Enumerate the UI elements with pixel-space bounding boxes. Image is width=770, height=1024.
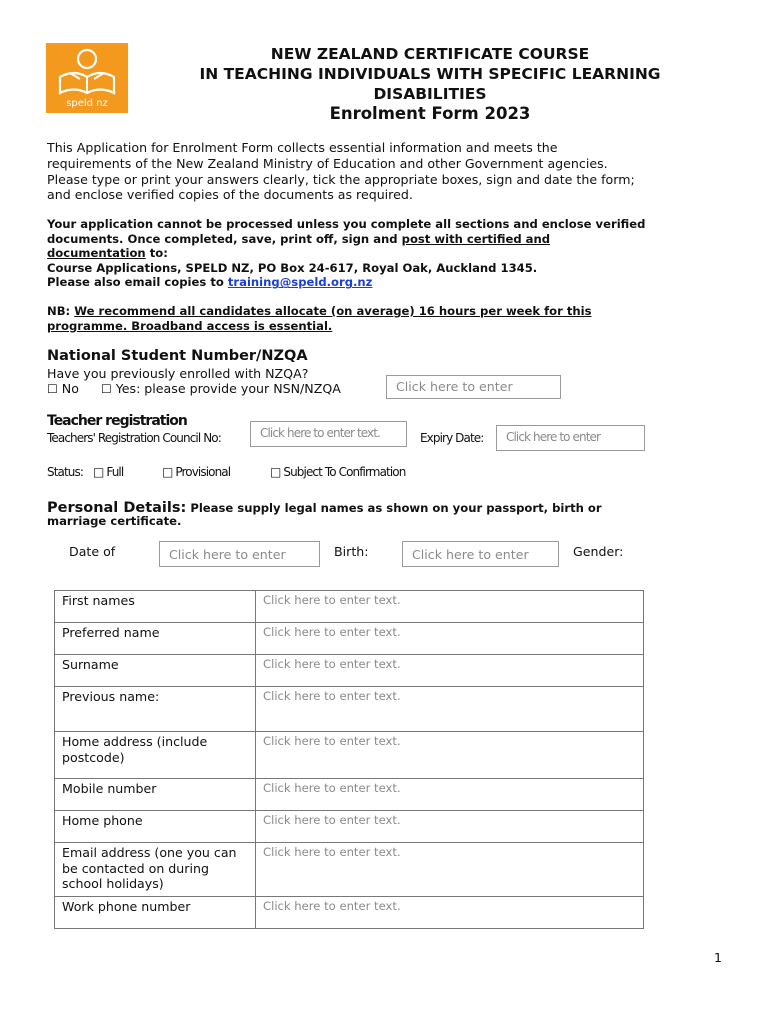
row-label: Work phone number xyxy=(55,897,256,929)
row-label: Preferred name xyxy=(55,623,256,655)
intro-line: This Application for Enrolment Form collects essential information and meets the xyxy=(47,140,558,155)
row-input[interactable]: Click here to enter text. xyxy=(256,811,644,843)
notice-line xyxy=(47,246,737,261)
council-input[interactable]: Click here to enter text. xyxy=(250,421,407,447)
row-input[interactable]: Click here to enter text. xyxy=(256,897,644,929)
row-input[interactable]: Click here to enter text. xyxy=(256,687,644,732)
personal-note-2: marriage certificate. xyxy=(47,514,182,528)
notice-text: to: xyxy=(145,246,168,261)
status-label: Status: xyxy=(47,465,83,479)
status-full xyxy=(93,465,123,479)
row-label: Home phone xyxy=(55,811,256,843)
table-row xyxy=(55,779,644,811)
no-label: No xyxy=(61,381,79,396)
table-row xyxy=(55,811,644,843)
notice-line: Your application cannot be processed unless you complete all sections and enclose verified xyxy=(47,217,646,231)
nb-line xyxy=(47,319,737,334)
title-line-2: IN TEACHING INDIVIDUALS WITH SPECIFIC LEARNING xyxy=(199,65,661,83)
email-link[interactable]: training@speld.org.nz xyxy=(227,275,373,290)
notice-line xyxy=(47,275,737,290)
nb-text: programme. Broadband access is essential. xyxy=(47,318,333,333)
speld-logo-icon xyxy=(46,43,128,99)
row-label: First names xyxy=(55,591,256,623)
table-row xyxy=(55,623,644,655)
yes-label: Yes: please provide your NSN/NZQA xyxy=(115,381,341,396)
postal-address: Course Applications, SPELD NZ, PO Box 24-617, Royal Oak, Auckland 1345. xyxy=(47,260,538,275)
row-input[interactable]: Click here to enter text. xyxy=(256,732,644,779)
personal-details-table xyxy=(54,590,644,929)
nb-text: We recommend all candidates allocate (on average) 16 hours per week for this xyxy=(74,303,592,318)
intro-line: requirements of the New Zealand Ministry of Education and other Government agencies. xyxy=(47,155,608,171)
subject-label: Subject To Confirmation xyxy=(283,465,406,479)
birth-label: Birth: xyxy=(334,544,369,559)
yes-checkbox[interactable]: ☐ xyxy=(100,382,112,396)
row-input[interactable]: Click here to enter text. xyxy=(256,655,644,687)
title-line-4: Enrolment Form 2023 xyxy=(329,104,531,123)
teacher-heading: Teacher registration xyxy=(47,413,187,429)
speld-logo xyxy=(46,43,128,113)
row-input[interactable]: Click here to enter text. xyxy=(256,623,644,655)
council-label: Teachers' Registration Council No: xyxy=(47,431,221,445)
expiry-label: Expiry Date: xyxy=(420,431,484,445)
row-label: Email address (one you can be contacted on during school holidays) xyxy=(55,843,256,897)
intro-paragraph xyxy=(47,140,737,203)
page-number: 1 xyxy=(714,950,723,965)
row-label: Mobile number xyxy=(55,779,256,811)
intro-line: and enclose verified copies of the documents as required. xyxy=(47,187,413,203)
expiry-input[interactable]: Click here to enter xyxy=(496,425,645,451)
notice-text: Please also email copies to xyxy=(47,275,228,290)
date-of-input[interactable]: Click here to enter xyxy=(159,541,320,567)
row-input[interactable]: Click here to enter text. xyxy=(256,591,644,623)
form-title xyxy=(130,44,730,124)
nsn-heading: National Student Number/NZQA xyxy=(47,348,308,364)
personal-note: Please supply legal names as shown on your passport, birth or xyxy=(186,501,602,515)
birth-input[interactable]: Click here to enter xyxy=(402,541,559,567)
full-label: Full xyxy=(106,465,124,479)
row-input[interactable]: Click here to enter text. xyxy=(256,779,644,811)
row-input[interactable]: Click here to enter text. xyxy=(256,843,644,897)
gender-label: Gender: xyxy=(573,544,624,559)
table-row xyxy=(55,732,644,779)
provisional-checkbox[interactable]: □ xyxy=(162,465,173,479)
nb-label: NB: xyxy=(47,303,75,318)
full-checkbox[interactable]: □ xyxy=(93,465,104,479)
personal-heading: Personal Details: xyxy=(47,500,187,516)
status-subject xyxy=(270,465,405,479)
date-of-label: Date of xyxy=(69,544,116,559)
row-label: Previous name: xyxy=(55,687,256,732)
notice-block xyxy=(47,217,737,333)
table-row xyxy=(55,655,644,687)
table-row xyxy=(55,591,644,623)
notice-underline: post with certified and xyxy=(401,231,551,246)
notice-line xyxy=(47,232,737,247)
no-checkbox[interactable]: ☐ xyxy=(47,382,58,396)
row-label: Surname xyxy=(55,655,256,687)
intro-line: Please type or print your answers clearly, tick the appropriate boxes, sign and date the form; xyxy=(47,171,635,187)
row-label: Home address (include postcode) xyxy=(55,732,256,779)
table-row xyxy=(55,843,644,897)
nb-line xyxy=(47,304,737,319)
nsn-options xyxy=(47,381,341,396)
status-provisional xyxy=(162,465,230,479)
subject-checkbox[interactable]: □ xyxy=(270,465,281,479)
provisional-label: Provisional xyxy=(175,465,231,479)
table-row xyxy=(55,897,644,929)
notice-text: documents. Once completed, save, print off, sign and xyxy=(47,231,402,246)
notice-underline: documentation xyxy=(47,246,146,261)
logo-text: speld nz xyxy=(66,98,108,109)
nsn-input[interactable]: Click here to enter xyxy=(386,375,561,399)
table-row xyxy=(55,687,644,732)
title-line-1: NEW ZEALAND CERTIFICATE COURSE xyxy=(270,45,590,63)
nsn-question: Have you previously enrolled with NZQA? xyxy=(47,366,309,381)
title-line-3: DISABILITIES xyxy=(373,85,487,103)
